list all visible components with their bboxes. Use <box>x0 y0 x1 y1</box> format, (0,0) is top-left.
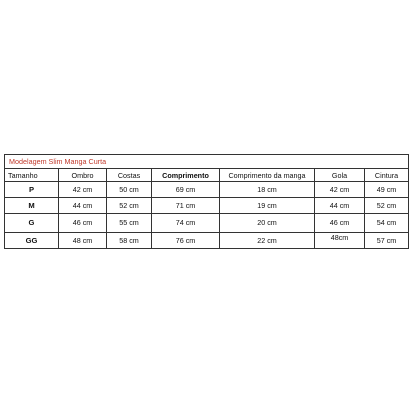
cintura-value: 49 cm <box>365 182 409 198</box>
header-row <box>5 169 409 182</box>
size-label: G <box>5 214 59 233</box>
costas-value: 50 cm <box>107 182 152 198</box>
costas-value: 55 cm <box>107 214 152 233</box>
table-row <box>5 182 409 198</box>
comprimento-value: 74 cm <box>152 214 220 233</box>
ombro-value: 44 cm <box>59 198 107 214</box>
gola-value: 46 cm <box>315 214 365 233</box>
size-label: P <box>5 182 59 198</box>
costas-value: 52 cm <box>107 198 152 214</box>
gola-value: 44 cm <box>315 198 365 214</box>
cintura-value: 57 cm <box>365 233 409 249</box>
header-comprimento: Comprimento <box>152 169 220 182</box>
cintura-value: 52 cm <box>365 198 409 214</box>
size-label: GG <box>5 233 59 249</box>
header-comprimento-manga: Comprimento da manga <box>220 169 315 182</box>
ombro-value: 42 cm <box>59 182 107 198</box>
comprimento-value: 76 cm <box>152 233 220 249</box>
table-caption: Modelagem Slim Manga Curta <box>5 155 409 169</box>
manga-value: 18 cm <box>220 182 315 198</box>
size-label: M <box>5 198 59 214</box>
ombro-value: 46 cm <box>59 214 107 233</box>
cintura-value: 54 cm <box>365 214 409 233</box>
manga-value: 20 cm <box>220 214 315 233</box>
table-row <box>5 214 409 233</box>
header-tamanho: Tamanho <box>5 169 59 182</box>
ombro-value: 48 cm <box>59 233 107 249</box>
header-costas: Costas <box>107 169 152 182</box>
gola-value: 48cm <box>315 233 365 249</box>
manga-value: 19 cm <box>220 198 315 214</box>
manga-value: 22 cm <box>220 233 315 249</box>
table-row <box>5 233 409 249</box>
gola-value: 42 cm <box>315 182 365 198</box>
table-row <box>5 198 409 214</box>
header-ombro: Ombro <box>59 169 107 182</box>
costas-value: 58 cm <box>107 233 152 249</box>
header-cintura: Cintura <box>365 169 409 182</box>
comprimento-value: 71 cm <box>152 198 220 214</box>
comprimento-value: 69 cm <box>152 182 220 198</box>
size-chart-table <box>4 154 409 249</box>
caption-row <box>5 155 409 169</box>
header-gola: Gola <box>315 169 365 182</box>
